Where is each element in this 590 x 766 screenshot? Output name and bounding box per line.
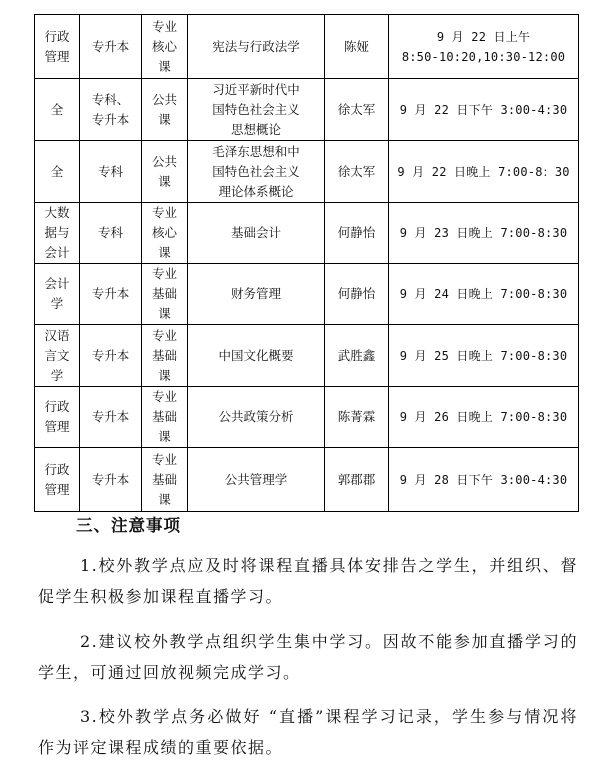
cell-teacher: 何静怡	[325, 203, 389, 264]
cell-teacher: 郭郡郡	[325, 448, 389, 512]
cell-course-name	[188, 448, 325, 512]
cell-course-name	[188, 264, 325, 325]
cell-level	[80, 203, 142, 264]
cell-course-name-line: 公共政策分析	[218, 409, 294, 424]
cell-time-line: 9 月 25 日晚上 7:00-8:30	[399, 348, 568, 363]
table-row	[35, 15, 579, 79]
cell-major	[35, 141, 80, 203]
table-row	[35, 325, 579, 387]
cell-level-line: 专升本	[91, 347, 130, 363]
note-item-3: 3.校外教学点务必做好 “直播”课程学习记录，学生参与情况将作为评定课程成绩的重要依据。	[38, 707, 578, 757]
cell-course-type	[142, 79, 188, 141]
cell-major-line: 会计	[44, 276, 70, 291]
cell-level-line: 专升本	[91, 38, 130, 54]
cell-course-name-line: 思想概论	[230, 121, 281, 137]
table-row	[35, 79, 579, 141]
cell-course-type	[142, 325, 188, 387]
table-row	[35, 203, 579, 264]
cell-major	[35, 15, 80, 79]
cell-course-type-line: 课	[158, 245, 171, 260]
cell-time	[389, 15, 579, 79]
cell-course-type-line: 专业	[151, 451, 177, 467]
cell-course-name-line: 财务管理	[230, 286, 281, 301]
cell-course-type-line: 课	[158, 491, 171, 507]
cell-time-line: 9 月 24 日晚上 7:00-8:30	[399, 287, 568, 301]
cell-course-type-line: 专业	[151, 205, 177, 220]
cell-level-line: 专升本	[91, 409, 130, 424]
cell-major-line: 全	[50, 101, 64, 117]
cell-time	[389, 387, 579, 448]
cell-level-line: 专科	[97, 163, 123, 179]
cell-course-name-line: 宪法与行政法学	[212, 38, 300, 54]
cell-course-type-line: 专业	[151, 266, 177, 281]
cell-course-type-line: 课	[158, 173, 171, 189]
cell-major-line: 学	[50, 296, 64, 311]
cell-course-name-line: 国特色社会主义	[212, 163, 300, 179]
cell-course-name	[188, 141, 325, 203]
cell-time-line: 8:50-10:20,10:30-12:00	[401, 49, 566, 64]
cell-course-type-line: 专业	[151, 327, 177, 343]
cell-course-type-line: 基础	[151, 471, 177, 487]
cell-course-type-line: 公共	[151, 153, 177, 169]
cell-course-name	[188, 203, 325, 264]
cell-level	[80, 387, 142, 448]
cell-time-line: 9 月 28 日下午 3:00-4:30	[399, 472, 568, 487]
cell-major-line: 行政	[44, 461, 70, 477]
cell-major-line: 汉语	[44, 327, 70, 343]
cell-course-name	[188, 387, 325, 448]
cell-course-type-line: 基础	[151, 409, 177, 424]
cell-course-name-line: 毛泽东思想和中	[212, 143, 300, 159]
cell-course-type-line: 专业	[151, 389, 177, 404]
cell-level-line: 专科、	[91, 91, 130, 107]
cell-teacher: 陈娅	[325, 15, 389, 79]
cell-course-type-line: 基础	[151, 286, 177, 301]
cell-course-type-line: 专业	[151, 18, 177, 34]
cell-teacher: 何静怡	[325, 264, 389, 325]
cell-course-type-line: 课	[158, 429, 171, 444]
section-title: 三、注意事项	[76, 516, 181, 535]
course-schedule-body	[35, 15, 579, 512]
cell-major	[35, 325, 80, 387]
cell-teacher: 徐太军	[325, 79, 389, 141]
cell-time	[389, 264, 579, 325]
cell-course-name-line: 中国文化概要	[218, 347, 294, 363]
cell-course-name-line: 公共管理学	[224, 471, 288, 487]
cell-major-line: 行政	[44, 28, 70, 44]
cell-teacher: 武胜鑫	[325, 325, 389, 387]
cell-course-type-line: 课	[158, 367, 171, 383]
table-row	[35, 141, 579, 203]
cell-level	[80, 79, 142, 141]
cell-major-line: 行政	[44, 399, 70, 414]
cell-major-line: 学	[50, 367, 64, 383]
cell-course-name	[188, 325, 325, 387]
cell-major-line: 全	[50, 163, 64, 179]
cell-course-type-line: 核心	[151, 225, 177, 240]
cell-time-line: 9 月 22 日上午	[436, 29, 531, 44]
cell-level	[80, 15, 142, 79]
cell-level	[80, 141, 142, 203]
cell-time	[389, 325, 579, 387]
table-row	[35, 264, 579, 325]
cell-course-name-line: 国特色社会主义	[212, 101, 300, 117]
cell-course-type	[142, 15, 188, 79]
cell-time	[389, 448, 579, 512]
cell-course-type-line: 课	[158, 111, 171, 127]
cell-major-line: 管理	[44, 419, 70, 434]
cell-major	[35, 264, 80, 325]
table-row	[35, 448, 579, 512]
cell-level-line: 专科	[97, 225, 123, 240]
note-item-2: 2.建议校外教学点组织学生集中学习。因故不能参加直播学习的学生，可通过回放视频完成学习。	[38, 632, 578, 682]
cell-course-type-line: 基础	[151, 347, 177, 363]
cell-level	[80, 264, 142, 325]
cell-course-type	[142, 387, 188, 448]
cell-major	[35, 203, 80, 264]
cell-level-line: 专升本	[91, 286, 130, 301]
cell-teacher: 陈菁霖	[325, 387, 389, 448]
cell-major	[35, 448, 80, 512]
cell-major-line: 管理	[44, 48, 70, 64]
cell-major-line: 据与	[44, 225, 70, 240]
cell-course-type	[142, 203, 188, 264]
cell-course-name-line: 基础会计	[230, 225, 281, 240]
cell-time	[389, 203, 579, 264]
cell-course-name-line: 理论体系概论	[218, 183, 294, 199]
cell-course-type-line: 公共	[151, 91, 177, 107]
cell-major-line: 言文	[44, 347, 70, 363]
cell-time	[389, 141, 579, 203]
cell-major	[35, 79, 80, 141]
cell-level-line: 专升本	[91, 471, 130, 487]
cell-time-line: 9 月 22 日晚上 7:00-8：30	[397, 164, 570, 179]
cell-course-type-line: 核心	[151, 38, 177, 54]
note-item-1: 1.校外教学点应及时将课程直播具体安排告之学生，并组织、督促学生积极参加课程直播学习。	[38, 556, 578, 606]
cell-level-line: 专升本	[91, 111, 130, 127]
cell-level	[80, 325, 142, 387]
cell-major	[35, 387, 80, 448]
cell-course-type	[142, 141, 188, 203]
course-schedule-table	[34, 14, 579, 512]
cell-major-line: 管理	[44, 481, 70, 497]
cell-course-type	[142, 448, 188, 512]
cell-course-name	[188, 15, 325, 79]
cell-teacher: 徐太军	[325, 141, 389, 203]
cell-course-type-line: 课	[158, 58, 171, 74]
cell-course-name	[188, 79, 325, 141]
cell-course-type	[142, 264, 188, 325]
cell-major-line: 大数	[44, 205, 70, 220]
cell-course-name-line: 习近平新时代中	[212, 81, 300, 97]
cell-time-line: 9 月 23 日晚上 7:00-8:30	[399, 226, 568, 240]
cell-course-type-line: 课	[158, 306, 171, 321]
cell-time-line: 9 月 26 日晚上 7:00-8:30	[399, 410, 568, 424]
cell-time-line: 9 月 22 日下午 3:00-4:30	[399, 102, 568, 117]
table-row	[35, 387, 579, 448]
cell-time	[389, 79, 579, 141]
cell-major-line: 会计	[44, 245, 70, 260]
cell-level	[80, 448, 142, 512]
